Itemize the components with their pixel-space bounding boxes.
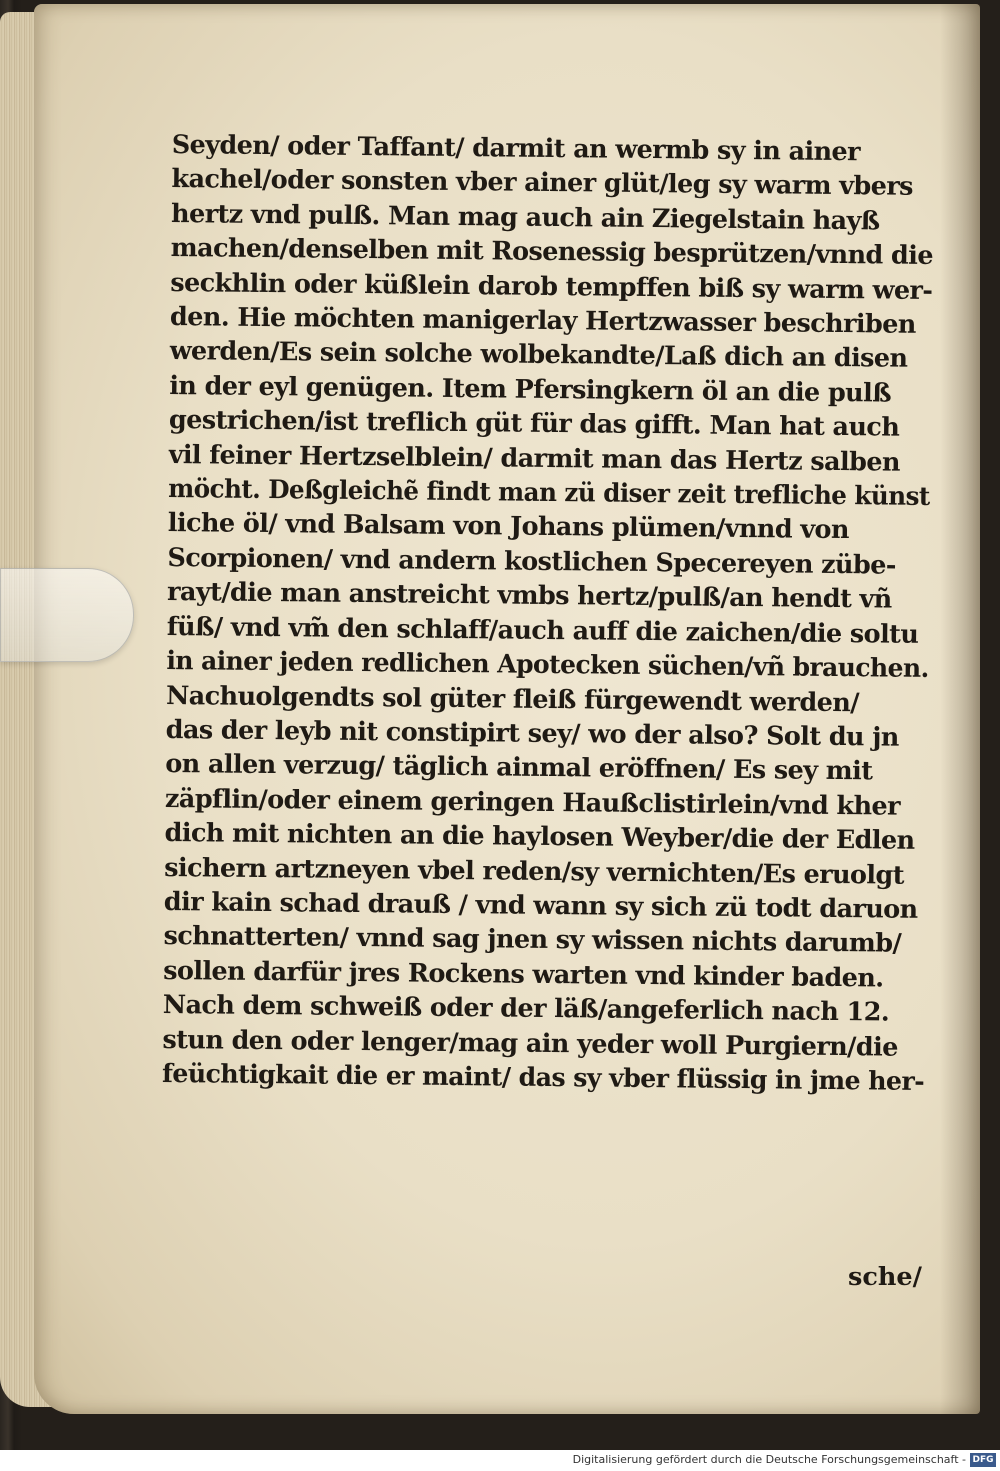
text-line: stun den oder lenger/mag ain yeder woll Purgiern/die bbox=[162, 1024, 898, 1063]
text-line: kachel/oder sonsten vber ainer glüt/leg sy warm vbers bbox=[171, 164, 914, 203]
text-line: gestrichen/ist treflich güt für das gifft. Man hat auch bbox=[168, 405, 900, 443]
text-line: möcht. Deßgleichẽ findt man zü diser zeit trefliche künst bbox=[168, 474, 930, 513]
text-line: seckhlin oder küßlein darob tempffen biß sy warm wer- bbox=[170, 267, 933, 306]
text-line: Nach dem schweiß oder der läß/angeferlich nach 12. bbox=[162, 990, 890, 1028]
text-line: in ainer jeden redlichen Apotecken süchen/vñ brauchen. bbox=[166, 646, 929, 685]
text-line: Nachuolgendts sol güter fleiß fürgewendt werden/ bbox=[165, 680, 860, 718]
text-line: in der eyl genügen. Item Pfersingkern öl an die pulß bbox=[169, 370, 892, 409]
text-line: dich mit nichten an die haylosen Weyber/die der Edlen bbox=[164, 818, 915, 856]
text-line: vil feiner Hertzselblein/ darmit man das Hertz salben bbox=[168, 439, 901, 478]
text-line: sollen darfür jres Rockens warten vnd kinder baden. bbox=[163, 955, 884, 994]
text-line: Scorpionen/ vnd andern kostlichen Specereyen zübe- bbox=[167, 542, 896, 581]
text-line: rayt/die man anstreicht vmbs hertz/pulß/an hendt vñ bbox=[166, 577, 892, 615]
text-line: zäpflin/oder einem geringen Haußclistirlein/vnd kher bbox=[164, 783, 901, 822]
text-line: feüchtigkait die er maint/ das sy vber flüssig in jme her- bbox=[161, 1058, 925, 1097]
catchword: sche/ bbox=[848, 1262, 922, 1292]
text-line: machen/denselben mit Rosenessig besprützen/vnnd die bbox=[170, 233, 934, 272]
text-line: den. Hie möchten manigerlay Hertzwasser beschriben bbox=[169, 302, 916, 340]
text-line: füß/ vnd vm̃ den schlaff/auch auff die zaichen/die soltu bbox=[166, 611, 919, 650]
text-line: liche öl/ vnd Balsam von Johans plümen/vnnd von bbox=[167, 508, 850, 546]
text-line: hertz vnd pulß. Man mag auch ain Ziegelstain hayß bbox=[170, 198, 880, 237]
text-line: dir kain schad drauß / vnd wann sy sich zü todt daruon bbox=[163, 886, 918, 925]
funding-credit: Digitalisierung gefördert durch die Deutsche Forschungsgemeinschaft - bbox=[572, 1453, 966, 1466]
text-line: schnatterten/ vnnd sag jnen sy wissen nichts darumb/ bbox=[163, 921, 902, 960]
text-line: werden/Es sein solche wolbekandte/Laß dich an disen bbox=[169, 336, 908, 375]
text-line: sichern artzneyen vbel reden/sy vernichten/Es eruolgt bbox=[164, 852, 905, 891]
footer-bar bbox=[0, 1450, 1000, 1471]
dfg-logo: DFG bbox=[970, 1453, 996, 1467]
page-clip bbox=[0, 568, 134, 662]
text-line: das der leyb nit constipirt sey/ wo der also? Solt du jn bbox=[165, 714, 899, 753]
page-gutter-shadow bbox=[940, 4, 980, 1414]
page-text bbox=[162, 128, 942, 1099]
text-line: Seyden/ oder Taffant/ darmit an wermb sy in ainer bbox=[171, 129, 861, 168]
text-line: on allen verzug/ täglich ainmal eröffnen/ Es sey mit bbox=[165, 749, 873, 787]
